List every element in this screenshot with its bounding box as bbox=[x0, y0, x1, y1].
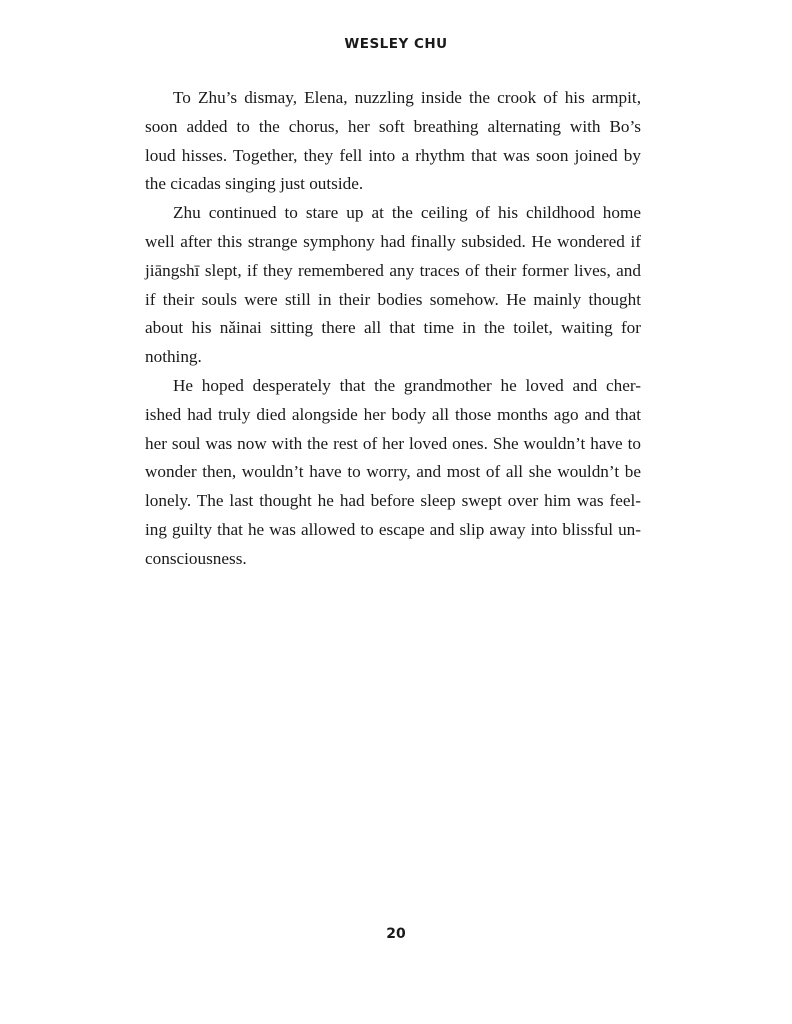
page-number: 20 bbox=[386, 926, 406, 942]
text-line: nothing. bbox=[145, 347, 202, 367]
text-line: loud hisses. Together, they fell into a rhythm that was soon joined by bbox=[145, 145, 641, 165]
body-text bbox=[145, 84, 641, 574]
text-line: Zhu continued to stare up at the ceiling of his childhood home bbox=[173, 203, 641, 223]
text-line: if their souls were still in their bodies somehow. He mainly thought bbox=[145, 289, 641, 309]
paragraph bbox=[145, 372, 641, 574]
paragraph bbox=[145, 199, 641, 372]
text-line: He hoped desperately that the grandmother he loved and cher- bbox=[173, 375, 641, 395]
text-line: lonely. The last thought he had before sleep swept over him was feel- bbox=[145, 491, 641, 511]
text-line: her soul was now with the rest of her loved ones. She wouldn’t have to bbox=[145, 433, 641, 453]
text-line: wonder then, wouldn’t have to worry, and most of all she wouldn’t be bbox=[145, 462, 641, 482]
text-line: the cicadas singing just outside. bbox=[145, 174, 364, 194]
text-line: To Zhu’s dismay, Elena, nuzzling inside the crook of his armpit, bbox=[173, 88, 641, 107]
text-line: soon added to the chorus, her soft breathing alternating with Bo’s bbox=[145, 116, 641, 136]
running-head: WESLEY CHU bbox=[344, 36, 448, 52]
text-line: about his nǎinai sitting there all that time in the toilet, waiting for bbox=[145, 318, 641, 338]
text-line: jiāngshī slept, if they remembered any traces of their former lives, and bbox=[145, 260, 641, 280]
text-line: consciousness. bbox=[145, 548, 247, 568]
text-line: well after this strange symphony had finally subsided. He wondered if bbox=[145, 231, 641, 251]
text-line: ished had truly died alongside her body all those months ago and that bbox=[145, 404, 641, 424]
text-line: ing guilty that he was allowed to escape and slip away into blissful un- bbox=[145, 519, 641, 539]
paragraph bbox=[145, 84, 641, 199]
